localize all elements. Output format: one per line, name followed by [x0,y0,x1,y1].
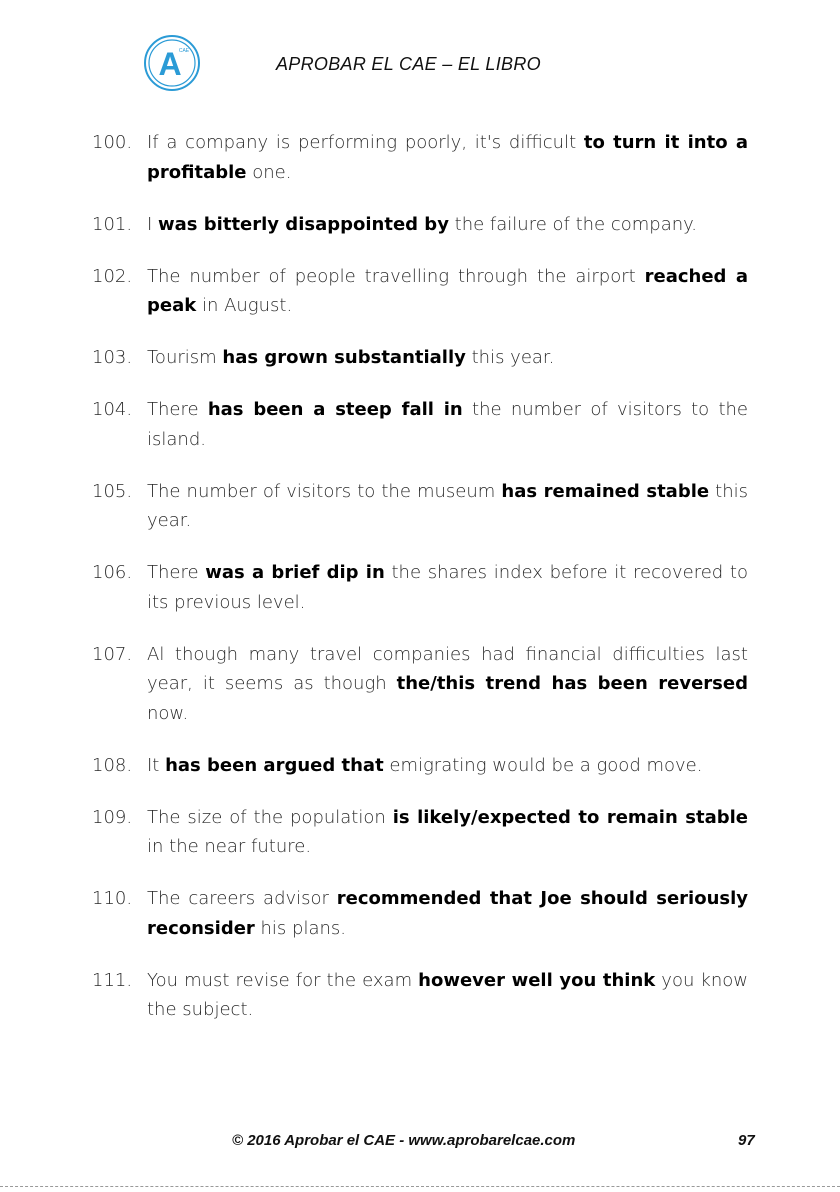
item-number: 109. [92,806,133,828]
item-number: 101. [92,213,133,235]
item-text: The size of the population [147,806,393,828]
item-text: his plans. [254,917,346,939]
item-highlight: the/this trend has been reversed [396,673,748,694]
item-text: now. [147,702,189,724]
item-highlight: was a brief dip in [205,562,385,583]
list-item [92,751,748,781]
item-text: It [147,754,166,776]
aprobar-cae-logo [143,34,201,92]
list-item [92,262,748,321]
item-highlight: has remained stable [501,480,710,502]
item-number: 111. [92,969,133,991]
item-text: the number of visitors to the island. [147,399,748,450]
item-number: 103. [92,347,133,368]
item-highlight: however well you think [418,969,656,991]
sentence-list [92,128,748,1047]
logo-letter: A [158,46,182,82]
item-text: you know the subject. [147,969,748,1020]
item-highlight: is likely/expected to remain stable [392,806,748,828]
item-number: 107. [92,643,133,665]
footer-copyright: © 2016 Aprobar el CAE - www.aprobarelcae.com [232,1132,576,1149]
item-highlight: reached a peak [147,265,748,316]
item-highlight: has grown substantially [222,347,466,368]
item-text: The number of people travelling through the airport [147,265,645,287]
item-text: the failure of the company. [448,213,697,235]
page-number: 97 [738,1132,755,1149]
item-text: Tourism [147,347,223,368]
logo-badge: CAE [178,48,190,54]
item-text: this year. [147,480,749,531]
item-text: in August. [196,295,293,316]
item-highlight: to turn it into a profitable [147,132,748,183]
item-text: in the near future. [147,836,312,857]
list-item [92,558,748,617]
item-text: The careers advisor [147,888,337,909]
item-text: If a company is performing poorly, it's difficult [147,132,584,153]
list-item [92,966,748,1025]
item-text: I [147,213,159,235]
page-edge-divider [0,1186,840,1187]
item-number: 105. [92,480,133,502]
item-highlight: has been a steep fall in [207,399,463,420]
item-highlight: has been argued that [165,754,384,776]
list-item [92,884,748,943]
list-item [92,343,748,373]
item-number: 102. [92,265,133,287]
item-number: 108. [92,754,133,776]
item-number: 110. [92,888,133,909]
item-text: Al though many travel companies had financial difficulties last year, it seems as though [147,643,748,694]
item-highlight: was bitterly disappointed by [158,213,449,235]
item-number: 100. [92,132,133,153]
list-item [92,477,748,536]
item-text: There [147,562,206,583]
item-number: 104. [92,399,133,420]
header-title: APROBAR EL CAE – EL LIBRO [276,54,541,74]
list-item [92,395,748,454]
item-text: the shares index before it recovered to its previous level. [147,562,749,613]
item-text: this year. [465,347,555,368]
item-highlight: recommended that Joe should seriously reconsider [147,888,748,939]
list-item [92,210,748,240]
item-text: emigrating would be a good move. [383,754,703,776]
item-text: You must revise for the exam [147,969,419,991]
item-number: 106. [92,562,133,583]
list-item [92,128,748,187]
list-item [92,640,748,729]
item-text: There [147,399,208,420]
item-text: one. [246,161,292,183]
item-text: The number of visitors to the museum [147,480,502,502]
list-item [92,803,748,862]
